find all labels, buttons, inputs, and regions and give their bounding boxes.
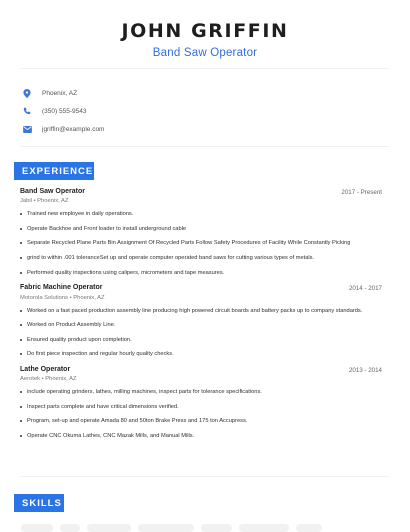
skill-chip — [296, 524, 322, 532]
job-bullet: Worked on a fast paced production assembly line producing high powered circuit boards and battery packs up to company standards. — [20, 308, 382, 315]
contact-email — [21, 120, 389, 138]
contact-info — [21, 84, 389, 138]
skill-chip — [60, 524, 80, 532]
job-company: Aerotek • Phoenix, AZ — [20, 376, 77, 383]
job-dates: 2013 - 2014 — [348, 366, 382, 374]
job-title: Band Saw Operator — [20, 188, 85, 195]
job-bullet: Separate Recycled Plane Parts Bin Assignment Of Recycled Parts Follow Safety Procedures of Facility While Constantly Picking — [20, 240, 382, 247]
contact-phone — [21, 102, 389, 120]
skill-chip — [138, 524, 194, 532]
job-bullet: Trained new employee in daily operations. — [20, 211, 382, 218]
job-bullets — [20, 211, 382, 276]
job-bullets — [20, 308, 382, 358]
contact-location — [21, 84, 389, 102]
job-company: Motorola Solutions • Phoenix, AZ — [20, 294, 105, 301]
candidate-role: Band Saw Operator — [152, 46, 258, 59]
job-dates: 2014 - 2017 — [348, 285, 382, 293]
job-bullet: Inspect parts complete and have critical dimensions verified. — [20, 404, 382, 411]
job-bullet: Performed quality inspections using calipers, micrometers and tape measures. — [20, 270, 382, 277]
job-bullet: include operating grinders, lathes, milling machines, inspect parts for tolerance specifications. — [20, 389, 382, 396]
skill-chip — [201, 524, 232, 532]
skill-chip — [21, 524, 53, 532]
experience-section — [20, 188, 382, 447]
section-title-skills: SKILLS — [14, 494, 64, 512]
skill-chip — [239, 524, 289, 532]
job-dates: 2017 - Present — [341, 189, 382, 196]
candidate-name: JOHN GRIFFIN — [121, 20, 289, 42]
job-entry — [20, 188, 382, 276]
header-divider — [21, 68, 389, 69]
location-pin-icon — [21, 87, 33, 99]
contact-phone-text: (350) 555-9543 — [42, 107, 87, 115]
resume-header — [0, 0, 410, 59]
job-bullets — [20, 389, 382, 439]
contact-divider — [21, 146, 389, 147]
skills-list — [21, 524, 322, 532]
job-title: Lathe Operator — [20, 365, 71, 373]
job-bullet: Operate Backhoe and Front loader to install underground cable — [20, 226, 382, 233]
skill-chip — [87, 524, 131, 532]
contact-email-text: jgriffin@example.com — [42, 125, 105, 133]
job-bullet: Worked on Product Assembly Line. — [20, 322, 382, 329]
phone-icon — [21, 105, 33, 117]
job-bullet: Do first piece inspection and regular hourly quality checks. — [20, 351, 382, 358]
email-icon — [21, 123, 33, 135]
job-entry — [20, 366, 382, 440]
job-company: Jabil • Phoenix, AZ — [20, 198, 69, 205]
section-title-experience: EXPERIENCE — [14, 162, 94, 180]
experience-divider — [21, 476, 389, 477]
job-title: Fabric Machine Operator — [20, 284, 103, 292]
job-bullet: grind to within .001 toleranceSet up and operate computer operated band saws for cutting various types of metals. — [20, 255, 382, 262]
job-bullet: Operate CNC Okuma Lathes, CNC Mazak Mills, and Manual Mills. — [20, 433, 382, 440]
job-entry — [20, 284, 382, 358]
job-bullet: Program, set-up and operate Amada 80 and 50ton Brake Press and 175 ton Accupress. — [20, 418, 382, 425]
job-bullet: Ensured quality product upon completion. — [20, 337, 382, 344]
contact-location-text: Phoenix, AZ — [42, 89, 78, 97]
